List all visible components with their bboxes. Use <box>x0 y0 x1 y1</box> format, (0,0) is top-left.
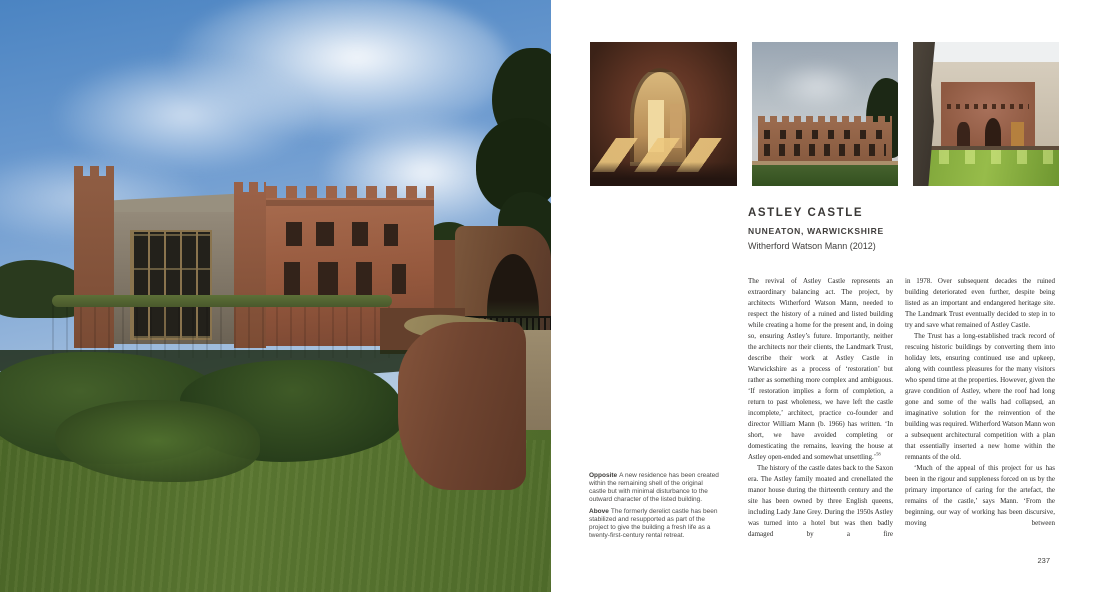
thumb-photo-courtyard <box>913 42 1059 186</box>
window-row-shape <box>764 144 886 156</box>
dark-floor-shape <box>590 162 737 186</box>
body-paragraph: The Trust has a long-established track record of rescuing historic buildings by converting them into holiday lets, ensuring continued use and upkeep, along with countless pleasures for the many visitors who spend time at the properties. However, given the grave condition of Astley, where the roof had long gone and some of the walls had collapsed, an imaginative solution for the reinvention of the building was required. Witherford Watson Mann won a subsequent architectural competition with a plan that essentially inserted a new home within the remnants of the old. <box>905 332 1055 461</box>
garden-wall-grass-shape <box>52 295 392 307</box>
foreground-ruin-wall-shape <box>398 322 526 490</box>
castle-facade-shape <box>758 122 892 162</box>
window-shape <box>392 264 406 294</box>
putlog-holes-shape <box>947 104 1029 109</box>
window-shape <box>318 262 338 296</box>
window-shape <box>286 222 302 246</box>
castle-parapet-shadow-shape <box>266 200 434 206</box>
window-row-shape <box>764 130 886 139</box>
body-column-left <box>748 276 893 540</box>
window-shape <box>384 224 398 246</box>
body-column-right <box>905 276 1055 529</box>
architect-line: Witherford Watson Mann (2012) <box>748 241 876 251</box>
timber-door-shape <box>1011 122 1024 148</box>
page-title: ASTLEY CASTLE <box>748 207 864 219</box>
cloud-shape <box>772 62 862 112</box>
window-shape <box>316 222 334 246</box>
caption-label-opposite: Opposite <box>589 472 618 479</box>
body-paragraph: in 1978. Over subsequent decades the ruined building deteriorated even further, despite being listed as an important and endangered heritage site. The Landmark Trust eventually decided to step in to try and save what remained of Astley Castle. <box>905 277 1055 329</box>
body-paragraph: The revival of Astley Castle represents an extraordinary balancing act. The project, by architects Witherford Watson Mann, needed to respect the history of a ruined and listed building while creating a home for the present and, in doing so, ensuring Astley’s future. Importantly, neither the architects nor their clients, the Landmark Trust, describe their work at Astley Castle in Warwickshire as a process of ‘restoration’ but rather as something more complex and ambiguous. ‘If restoration implies a form of completion, a return to past wholeness, we have left the castle incomplete,’ architect, practice co-founder and director William Mann (b. 1966) has written. ‘In short, we have avoided completing or domesticating the remains, leaving the house at Astley open-ended and somewhat unsettling.’$^{58}$ <box>748 277 893 461</box>
caption-opposite: Opposite A new residence has been created within the remaining shell of the original castle but with minimal disturbance to the outward character of the listed building. <box>589 472 719 503</box>
caption-above: Above The formerly derelict castle has been stabilized and resupported as part of the project to give the building a fresh life as a twenty-first-century rental retreat. <box>589 508 718 539</box>
doorway-shape <box>957 122 970 148</box>
footnote-marker: 58 <box>876 451 881 457</box>
caption-label-above: Above <box>589 508 609 515</box>
body-paragraph: The history of the castle dates back to the Saxon era. The Astley family moated and crenellated the manor house during the thirteenth century and the site has been owned by three English queens, including Lady Jane Grey. During the 1950s Astley was turned into a hotel but was then badly damaged by a fire <box>748 464 893 538</box>
lawn-shape <box>752 165 898 186</box>
window-shape <box>284 262 300 296</box>
sunlit-grass-streaks-shape <box>913 150 1059 164</box>
thumb-photo-front-elevation <box>752 42 898 186</box>
doorway-shape <box>985 118 1001 148</box>
location-subtitle: NUNEATON, WARWICKSHIRE <box>748 226 884 236</box>
caption-block <box>589 472 721 544</box>
window-shape <box>352 222 368 246</box>
body-paragraph: ‘Much of the appeal of this project for us has been in the rigour and suppleness forced on us by the primary importance of caring for the artefact, the remains of the castle,’ says Mann. ‘From the beginning, our way of working has been discursive, moving between <box>905 464 1055 527</box>
thumb-photo-interior-arch <box>590 42 737 186</box>
window-shape <box>356 262 372 296</box>
article-header <box>748 207 1068 251</box>
page-number: 237 <box>1037 556 1050 565</box>
